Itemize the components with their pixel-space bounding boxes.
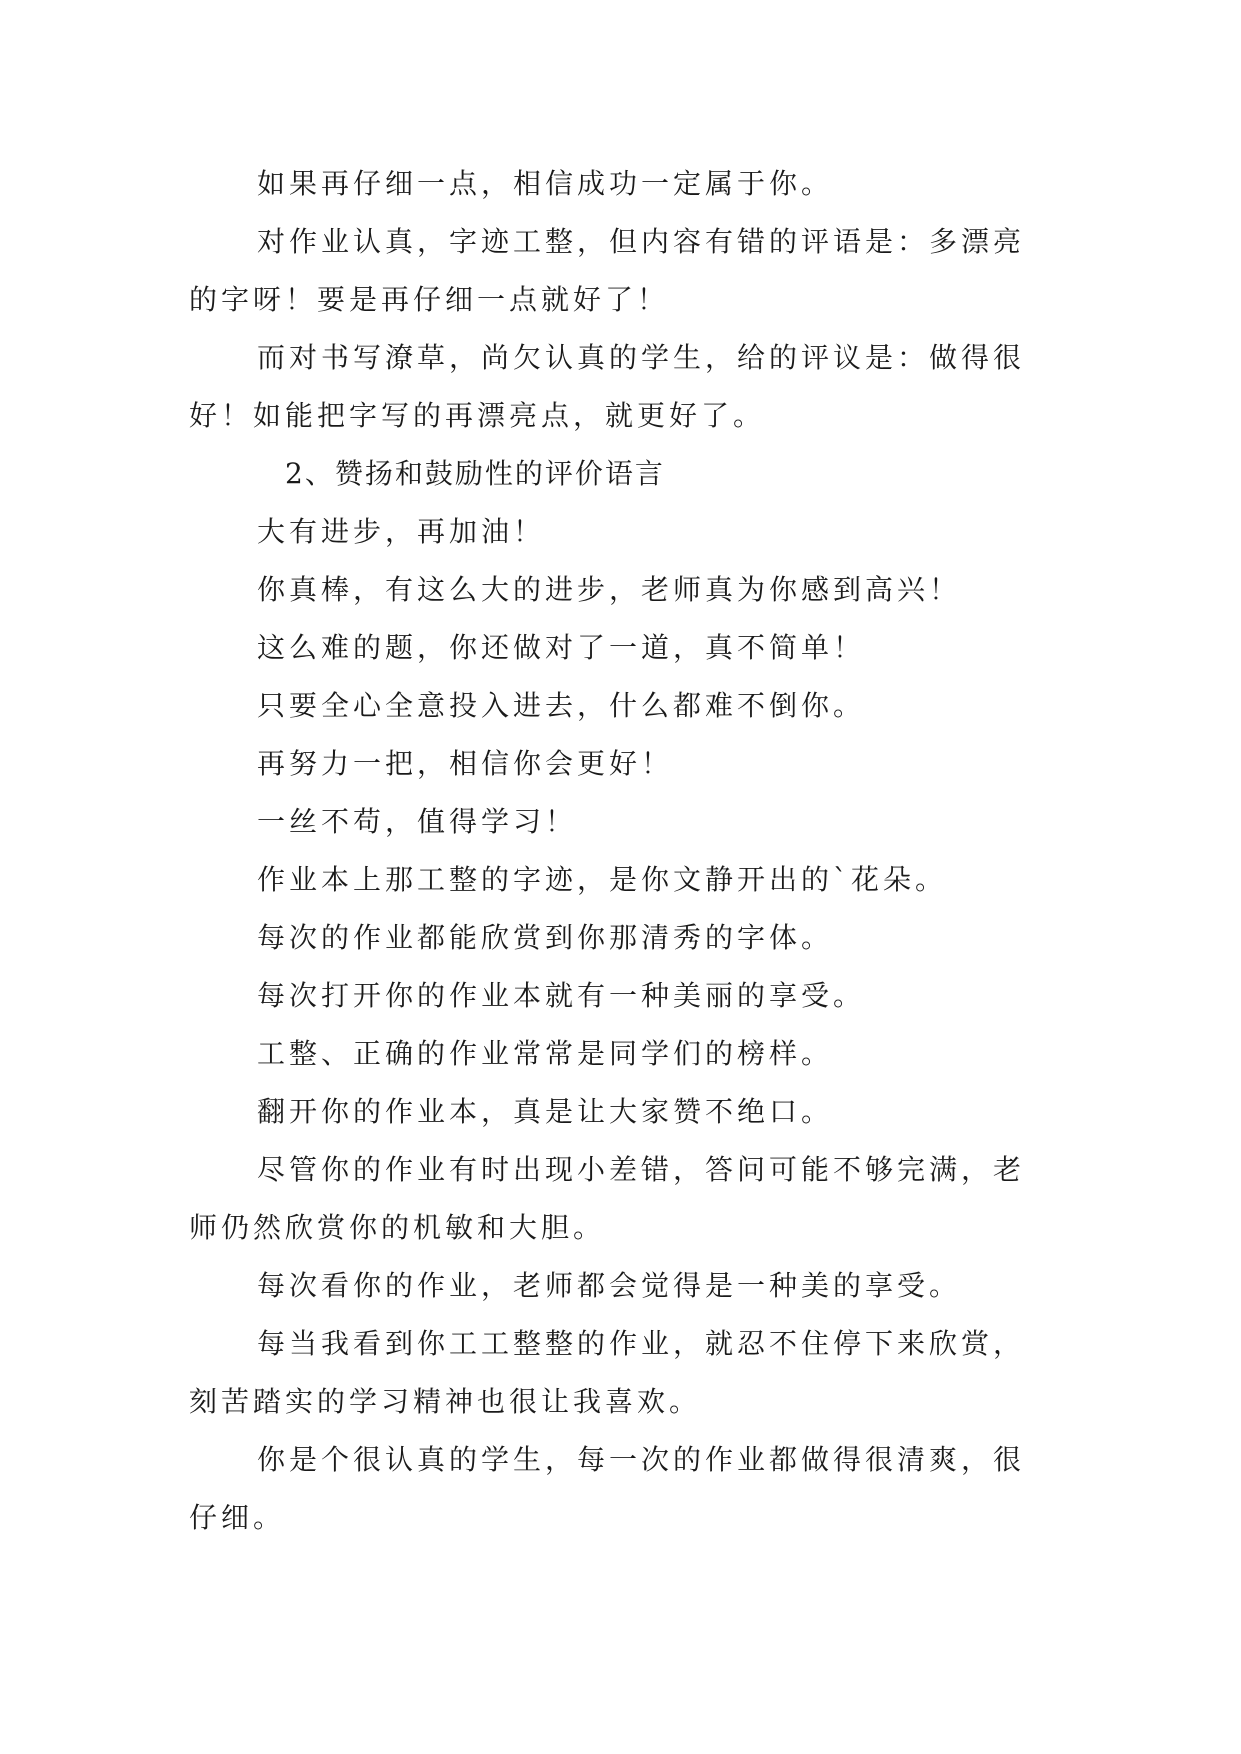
paragraph: 而对书写潦草，尚欠认真的学生，给的评议是：做得很好！如能把字写的再漂亮点，就更好了。 (189, 341, 1026, 432)
paragraph: 每当我看到你工工整整的作业，就忍不住停下来欣赏，刻苦踏实的学习精神也很让我喜欢。 (189, 1327, 1026, 1418)
paragraph: 对作业认真，字迹工整，但内容有错的评语是：多漂亮的字呀！要是再仔细一点就好了！ (189, 225, 1026, 316)
document-body (189, 155, 1049, 1547)
paragraph: 再努力一把，相信你会更好！ (257, 747, 674, 780)
paragraph: 你真棒，有这么大的进步，老师真为你感到高兴！ (257, 573, 962, 606)
paragraph: 这么难的题，你还做对了一道，真不简单！ (257, 631, 866, 664)
paragraph: 每次的作业都能欣赏到你那清秀的字体。 (257, 921, 834, 954)
paragraph: 你是个很认真的学生，每一次的作业都做得很清爽，很仔细。 (189, 1443, 1026, 1534)
section-heading: 2、赞扬和鼓励性的评价语言 (285, 457, 665, 490)
paragraph: 作业本上那工整的字迹，是你文静开出的`花朵。 (257, 863, 948, 896)
paragraph: 如果再仔细一点，相信成功一定属于你。 (257, 167, 834, 200)
paragraph: 翻开你的作业本，真是让大家赞不绝口。 (257, 1095, 834, 1128)
paragraph: 只要全心全意投入进去，什么都难不倒你。 (257, 689, 866, 722)
paragraph: 一丝不苟，值得学习！ (257, 805, 578, 838)
paragraph: 大有进步，再加油！ (257, 515, 546, 548)
paragraph: 工整、正确的作业常常是同学们的榜样。 (257, 1037, 834, 1070)
paragraph: 尽管你的作业有时出现小差错，答问可能不够完满，老师仍然欣赏你的机敏和大胆。 (189, 1153, 1026, 1244)
paragraph: 每次看你的作业，老师都会觉得是一种美的享受。 (257, 1269, 962, 1302)
paragraph: 每次打开你的作业本就有一种美丽的享受。 (257, 979, 866, 1012)
